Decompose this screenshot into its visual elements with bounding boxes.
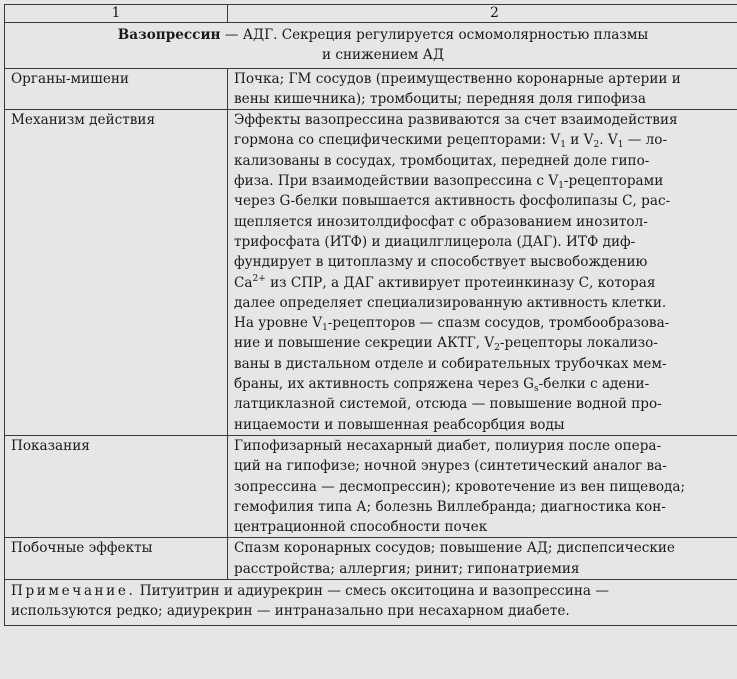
- column-number-1: 1: [5, 5, 228, 23]
- table-row-side-effects: [5, 538, 737, 580]
- text-fragment: На уровне V: [234, 315, 323, 332]
- text-line: расстройства; аллергия; ринит; гипонатриемия: [234, 560, 580, 577]
- text-fragment: Ca: [234, 274, 253, 291]
- text-fragment: -рецепторами: [563, 173, 664, 190]
- text-line: далее определяет специализированную активность клетки.: [234, 294, 667, 311]
- note-line-1: [11, 581, 737, 601]
- text-fragment: и V: [565, 132, 594, 149]
- text-line: кализованы в сосудах, тромбоцитах, передней доле гипо-: [234, 152, 650, 169]
- row-label-side-effects: Побочные эффекты: [5, 538, 228, 580]
- text-line: Почка; ГМ сосудов (преимущественно коронарные артерии и: [234, 70, 681, 87]
- text-line: [234, 171, 737, 191]
- row-value-indications: [228, 435, 737, 537]
- vasopressin-table: [4, 4, 737, 626]
- text-line: фундирует в цитоплазму и способствует высвобождению: [234, 254, 648, 271]
- text-line: гемофилия типа А; болезнь Виллебранда; диагностика кон-: [234, 498, 666, 515]
- subscript: 1: [560, 140, 566, 151]
- superscript: 2+: [252, 273, 266, 284]
- note-cell: [5, 580, 737, 626]
- title-line-2: и снижением АД: [321, 47, 445, 64]
- title-line-1-rest: — АДГ. Секреция регулируется осмомолярностью плазмы: [220, 27, 649, 43]
- text-line: [234, 374, 737, 394]
- column-number-2: 2: [228, 5, 737, 23]
- table-row-targets: [5, 68, 737, 110]
- subscript: 1: [617, 140, 624, 151]
- text-line: латциклазной системой, отсюда — повышение водной про-: [234, 396, 662, 413]
- note-line-1-rest: Питуитрин и адиурекрин — смесь окситоцина и вазопрессина —: [135, 583, 609, 600]
- text-line: Эффекты вазопрессина развиваются за счет взаимодействия: [234, 112, 678, 129]
- text-line: Гипофизарный несахарный диабет, полиурия после опера-: [234, 437, 662, 454]
- row-value-side-effects: [228, 538, 737, 580]
- subscript: 2: [494, 343, 500, 354]
- subscript: 2: [593, 140, 600, 151]
- text-line: Спазм коронарных сосудов; повышение АД; диспепсические: [234, 540, 675, 557]
- note-line-2: используются редко; адиурекрин — интраназально при несахарном диабете.: [11, 603, 570, 620]
- text-fragment: . V: [599, 132, 618, 149]
- title-row: [5, 23, 737, 69]
- text-fragment: ние и повышение секреции АКТГ, V: [234, 335, 495, 352]
- subscript: 1: [558, 181, 564, 192]
- text-fragment: браны, их активность сопряжена через G: [234, 376, 535, 393]
- text-line: ваны в дистальном отделе и собирательных трубочках мем-: [234, 355, 667, 372]
- subscript: s: [534, 384, 539, 395]
- subscript: 1: [322, 323, 328, 334]
- note-heading: Примечание.: [11, 583, 136, 600]
- text-fragment: — ло-: [623, 132, 668, 149]
- text-line: [234, 273, 737, 293]
- text-line: [234, 333, 737, 353]
- text-line: [234, 130, 737, 150]
- text-fragment: гормона со специфическими рецепторами: V: [234, 132, 561, 149]
- text-line: щепляется инозитолдифосфат с образованием инозитол-: [234, 213, 648, 230]
- title-line-1: [11, 25, 737, 45]
- row-label-targets: Органы-мишени: [5, 68, 228, 110]
- text-line: зопрессина — десмопрессин); кровотечение из вен пищевода;: [234, 478, 686, 495]
- note-row: [5, 580, 737, 626]
- text-line: трифосфата (ИТФ) и диацилглицерола (ДАГ). ИТФ диф-: [234, 233, 636, 250]
- text-fragment: -белки с адени-: [538, 376, 650, 393]
- text-line: через G-белки повышается активность фосфолипазы С, рас-: [234, 193, 671, 210]
- row-label-indications: Показания: [5, 435, 228, 537]
- text-fragment: физа. При взаимодействии вазопрессина с V: [234, 173, 559, 190]
- table-row-mechanism: [5, 110, 737, 436]
- text-line: ницаемости и повышенная реабсорбция воды: [234, 416, 565, 433]
- table-row-indications: [5, 435, 737, 537]
- row-label-mechanism: Механизм действия: [5, 110, 228, 436]
- row-value-targets: [228, 68, 737, 110]
- title-hormone-name: Вазопрессин: [117, 27, 221, 43]
- text-fragment: -рецепторов — спазм сосудов, тромбообразова-: [327, 315, 670, 332]
- text-fragment: -рецепторы локализо-: [499, 335, 658, 352]
- column-number-row: [5, 5, 737, 23]
- text-line: вены кишечника); тромбоциты; передняя доля гипофиза: [234, 90, 646, 107]
- text-fragment: из СПР, а ДАГ активирует протеинкиназу С, которая: [265, 274, 656, 291]
- row-value-mechanism: [228, 110, 737, 436]
- text-line: [234, 313, 737, 333]
- text-line: ций на гипофизе; ночной энурез (синтетический аналог ва-: [234, 458, 667, 475]
- text-line: центрационной способности почек: [234, 519, 488, 536]
- title-cell: [5, 23, 737, 69]
